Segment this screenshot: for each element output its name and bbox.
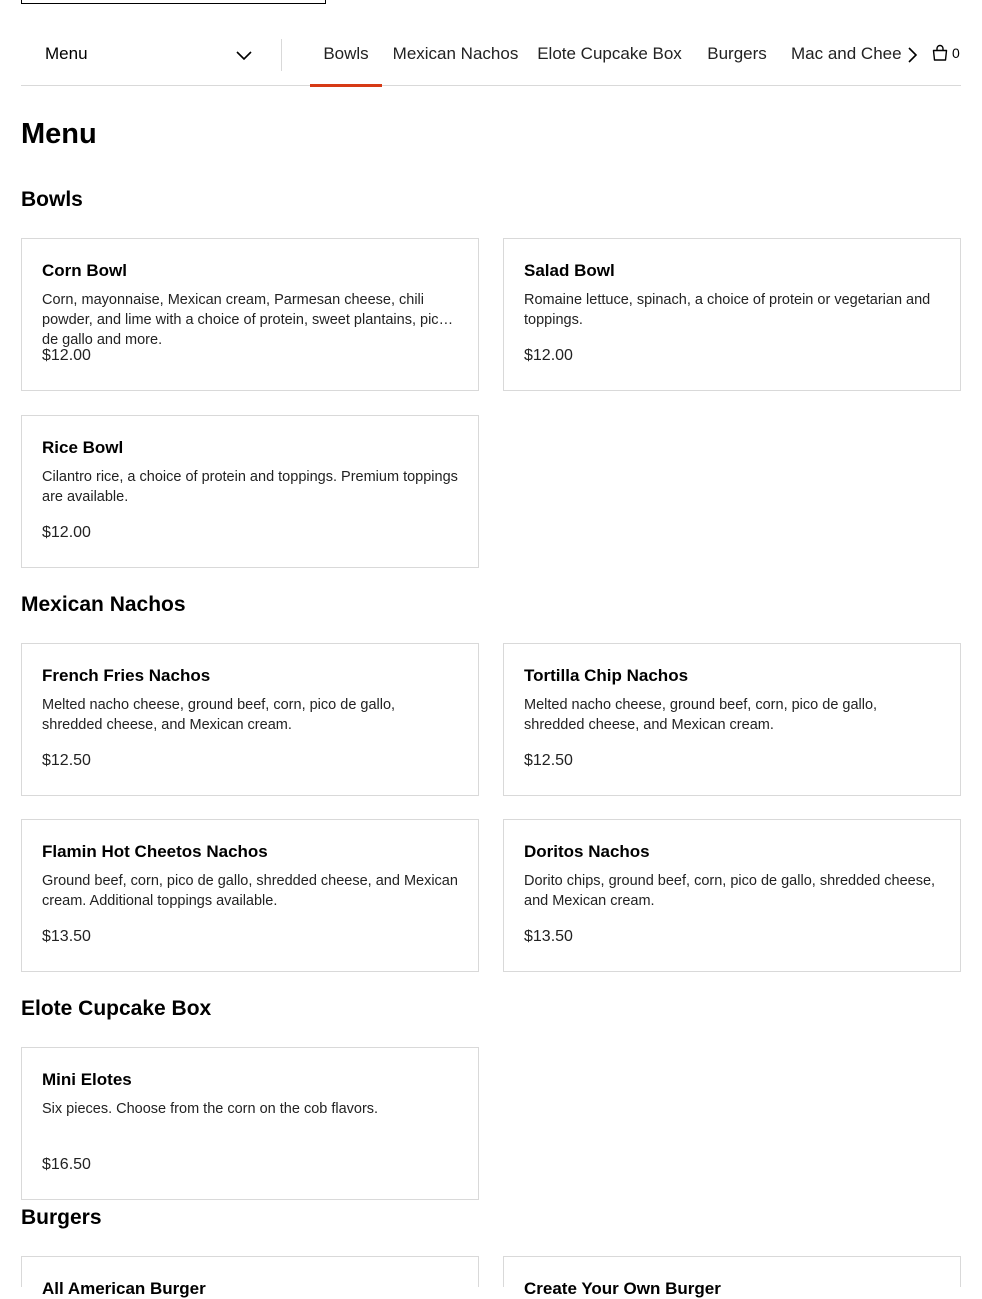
menu-item-card[interactable] — [503, 819, 961, 972]
menu-item-card[interactable] — [503, 643, 961, 796]
item-description: Melted nacho cheese, ground beef, corn, pico de gallo, shredded cheese, and Mexican cream. — [524, 697, 878, 733]
menu-dropdown[interactable] — [21, 22, 281, 86]
item-price: $12.50 — [524, 752, 573, 769]
menu-navbar — [21, 22, 961, 86]
shopping-bag-icon — [931, 44, 949, 62]
item-name: Salad Bowl — [524, 261, 615, 280]
cart-count: 0 — [952, 45, 960, 61]
item-name: French Fries Nachos — [42, 666, 211, 685]
menu-item-card[interactable] — [21, 819, 479, 972]
item-name: All American Burger — [42, 1279, 206, 1298]
item-name: Rice Bowl — [42, 438, 124, 457]
item-description: Six pieces. Choose from the corn on the cob flavors. — [42, 1101, 379, 1117]
item-price: $16.50 — [42, 1156, 91, 1173]
menu-item-card[interactable] — [21, 238, 479, 391]
tab-burgers[interactable]: Burgers — [707, 44, 767, 63]
tab-mac-and-cheese[interactable]: Mac and Chee — [791, 44, 902, 63]
menu-item-card[interactable] — [21, 415, 479, 568]
chevron-down-icon — [235, 46, 253, 64]
section-title-burgers: Burgers — [21, 1206, 102, 1229]
item-name: Tortilla Chip Nachos — [524, 666, 689, 685]
tab-mexican-nachos[interactable]: Mexican Nachos — [392, 44, 519, 63]
menu-dropdown-label: Menu — [45, 44, 88, 63]
item-name: Flamin Hot Cheetos Nachos — [42, 842, 268, 861]
item-description: Cilantro rice, a choice of protein and toppings. Premium toppings are available. — [42, 469, 458, 505]
cart-button[interactable] — [931, 44, 960, 62]
nav-divider — [281, 39, 282, 71]
item-name: Create Your Own Burger — [524, 1279, 721, 1298]
item-price: $12.00 — [524, 347, 573, 364]
chevron-right-icon[interactable] — [903, 46, 921, 64]
item-price: $12.50 — [42, 752, 91, 769]
section-title-elote-cupcake-box: Elote Cupcake Box — [21, 997, 212, 1020]
menu-item-card[interactable] — [503, 1256, 961, 1298]
menu-item-card[interactable] — [21, 1256, 479, 1298]
item-name: Corn Bowl — [42, 261, 127, 280]
item-price: $12.00 — [42, 524, 91, 541]
item-name: Doritos Nachos — [524, 842, 650, 861]
category-tabs — [310, 22, 902, 86]
section-title-mexican-nachos: Mexican Nachos — [21, 593, 186, 616]
item-description: Corn, mayonnaise, Mexican cream, Parmesan cheese, chili powder, and lime with a choice of protein, sweet plantains, pico de gallo and more. — [42, 292, 447, 348]
item-description: Melted nacho cheese, ground beef, corn, pico de gallo, shredded cheese, and Mexican cream. — [42, 697, 396, 733]
tab-bowls[interactable]: Bowls — [310, 22, 382, 86]
menu-item-card[interactable] — [21, 643, 479, 796]
menu-item-card[interactable] — [21, 1047, 479, 1200]
menu-item-card[interactable] — [503, 238, 961, 391]
item-price: $12.00 — [42, 347, 91, 364]
item-description: Romaine lettuce, spinach, a choice of protein or vegetarian and toppings. — [524, 292, 931, 328]
item-price: $13.50 — [42, 928, 91, 945]
search-input-edge[interactable] — [21, 0, 326, 4]
section-title-bowls: Bowls — [21, 188, 83, 211]
page-title: Menu — [21, 118, 97, 150]
item-description: Ground beef, corn, pico de gallo, shredded cheese, and Mexican cream. Additional toppings available. — [42, 873, 458, 909]
item-price: $13.50 — [524, 928, 573, 945]
item-description: Dorito chips, ground beef, corn, pico de gallo, shredded cheese, and Mexican cream. — [524, 873, 936, 909]
tab-elote-cupcake-box[interactable]: Elote Cupcake Box — [537, 44, 682, 63]
item-name: Mini Elotes — [42, 1070, 132, 1089]
